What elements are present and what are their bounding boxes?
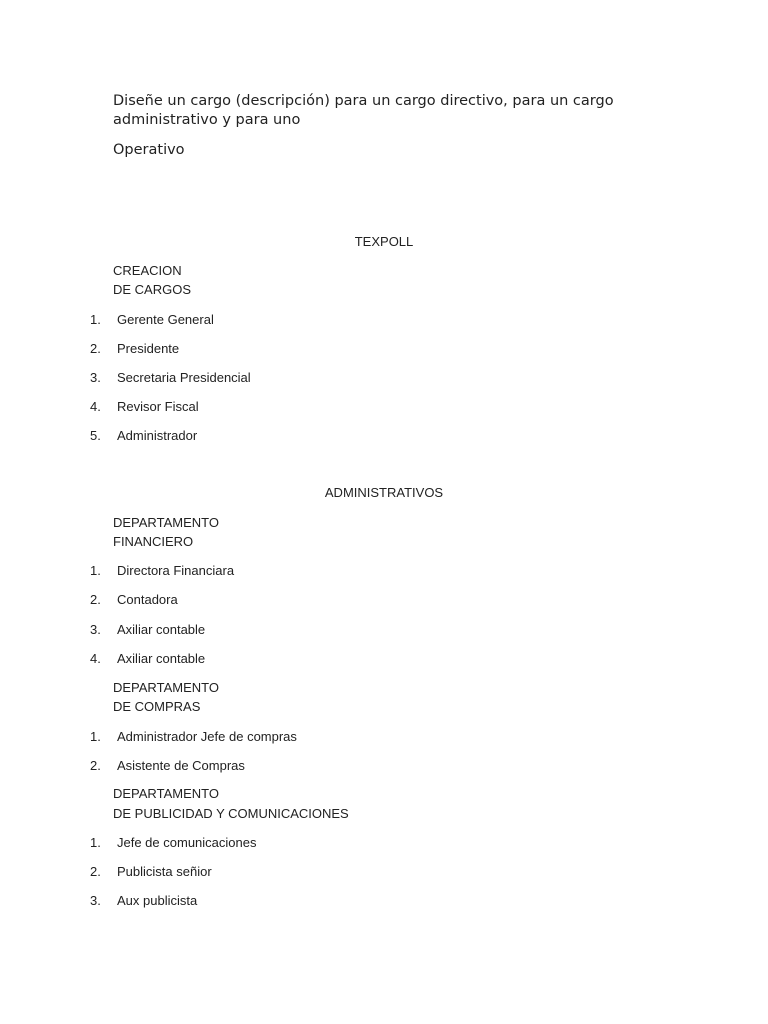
intro-line-3: Operativo: [113, 142, 185, 158]
list-number: 1.: [90, 835, 101, 850]
list-item: Revisor Fiscal: [117, 399, 199, 414]
dept-publicidad-heading-1: DEPARTAMENTO: [113, 786, 219, 801]
list-number: 3.: [90, 893, 101, 908]
admin-title: ADMINISTRATIVOS: [324, 485, 444, 500]
list-number: 2.: [90, 864, 101, 879]
list-item: Administrador: [117, 428, 198, 443]
intro-line-2: administrativo y para uno: [113, 112, 301, 128]
list-item: Administrador Jefe de compras: [117, 729, 297, 744]
list-item: Gerente General: [117, 312, 214, 327]
section1-heading-2: DE CARGOS: [113, 282, 192, 297]
dept-compras-heading-2: DE COMPRAS: [113, 699, 201, 714]
list-item: Asistente de Compras: [117, 758, 245, 773]
list-number: 3.: [90, 622, 101, 637]
dept-financiero-heading-2: FINANCIERO: [113, 534, 194, 549]
list-number: 3.: [90, 370, 101, 385]
intro-line-1: Diseñe un cargo (descripción) para un cargo directivo, para un cargo: [113, 93, 614, 109]
list-item: Directora Financiara: [117, 563, 235, 578]
list-item: Jefe de comunicaciones: [117, 835, 257, 850]
list-number: 1.: [90, 563, 101, 578]
list-number: 2.: [90, 341, 101, 356]
list-item: Axiliar contable: [117, 651, 206, 666]
dept-financiero-heading-1: DEPARTAMENTO: [113, 515, 219, 530]
list-item: Publicista señior: [117, 864, 212, 879]
list-number: 4.: [90, 399, 101, 414]
dept-publicidad-heading-2: DE PUBLICIDAD Y COMUNICACIONES: [113, 806, 349, 821]
company-title: TEXPOLL: [354, 234, 414, 249]
list-number: 1.: [90, 729, 101, 744]
list-number: 2.: [90, 592, 101, 607]
list-number: 2.: [90, 758, 101, 773]
list-number: 4.: [90, 651, 101, 666]
list-item: Contadora: [117, 592, 178, 607]
list-item: Aux publicista: [117, 893, 198, 908]
list-item: Secretaria Presidencial: [117, 370, 251, 385]
dept-compras-heading-1: DEPARTAMENTO: [113, 680, 219, 695]
list-item: Axiliar contable: [117, 622, 206, 637]
list-item: Presidente: [117, 341, 180, 356]
section1-heading-1: CREACION: [113, 263, 182, 278]
list-number: 5.: [90, 428, 101, 443]
list-number: 1.: [90, 312, 101, 327]
